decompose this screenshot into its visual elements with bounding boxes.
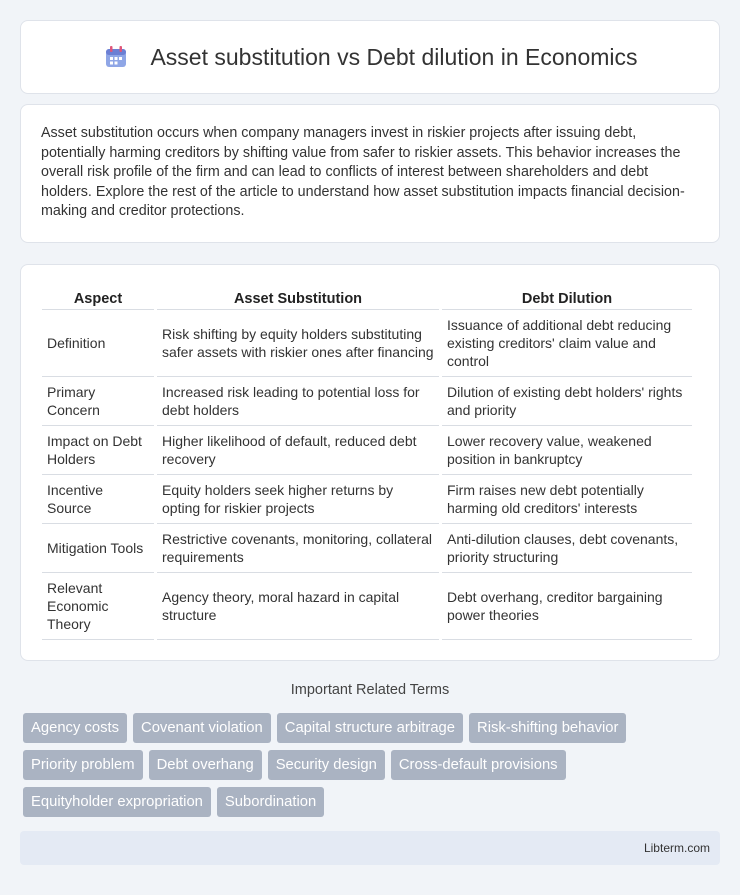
- asset-cell: Equity holders seek higher returns by opting for riskier projects: [157, 475, 439, 524]
- related-term-tag[interactable]: Subordination: [217, 787, 324, 817]
- debt-cell: Debt overhang, creditor bargaining power theories: [442, 573, 692, 640]
- related-term-tag[interactable]: Debt overhang: [149, 750, 262, 780]
- aspect-cell: Mitigation Tools: [42, 524, 154, 573]
- debt-cell: Dilution of existing debt holders' rights and priority: [442, 377, 692, 426]
- related-terms-title: Important Related Terms: [290, 682, 450, 698]
- related-term-tag[interactable]: Capital structure arbitrage: [277, 713, 463, 743]
- asset-cell: Agency theory, moral hazard in capital structure: [157, 573, 439, 640]
- comparison-table: [39, 285, 695, 640]
- header-aspect: Aspect: [42, 285, 154, 310]
- debt-cell: Anti-dilution clauses, debt covenants, priority structuring: [442, 524, 692, 573]
- comparison-card: [20, 264, 720, 661]
- aspect-cell: Primary Concern: [42, 377, 154, 426]
- intro-card: [20, 104, 720, 243]
- related-term-tag[interactable]: Covenant violation: [133, 713, 271, 743]
- asset-cell: Increased risk leading to potential loss for debt holders: [157, 377, 439, 426]
- related-term-tag[interactable]: Agency costs: [23, 713, 127, 743]
- aspect-cell: Impact on Debt Holders: [42, 426, 154, 475]
- table-row: [42, 377, 692, 426]
- footer-site-link[interactable]: Libterm.com: [643, 841, 710, 855]
- related-term-tag[interactable]: Equityholder expropriation: [23, 787, 211, 817]
- related-term-tag[interactable]: Cross-default provisions: [391, 750, 566, 780]
- asset-cell: Restrictive covenants, monitoring, collateral requirements: [157, 524, 439, 573]
- table-row: [42, 426, 692, 475]
- table-row: [42, 310, 692, 377]
- page-title: Asset substitution vs Debt dilution in Economics: [150, 43, 638, 70]
- table-row: [42, 524, 692, 573]
- aspect-cell: Definition: [42, 310, 154, 377]
- intro-paragraph: Asset substitution occurs when company managers invest in riskier projects after issuing debt, potentially harming creditors by shifting value from safer to riskier assets. This behavior increases the overall risk profile of the firm and can lead to conflicts of interest between shareholders and debt holders. Explore the rest of the article to understand how asset substitution impacts financial decision-making and creditor protections.: [41, 125, 685, 219]
- debt-cell: Firm raises new debt potentially harming old creditors' interests: [442, 475, 692, 524]
- asset-cell: Higher likelihood of default, reduced debt recovery: [157, 426, 439, 475]
- related-term-tag[interactable]: Priority problem: [23, 750, 143, 780]
- footer: [20, 831, 720, 865]
- asset-cell: Risk shifting by equity holders substituting safer assets with riskier ones after financing: [157, 310, 439, 377]
- table-row: [42, 475, 692, 524]
- table-row: [42, 573, 692, 640]
- related-term-tag[interactable]: Security design: [268, 750, 385, 780]
- aspect-cell: Incentive Source: [42, 475, 154, 524]
- debt-cell: Lower recovery value, weakened position in bankruptcy: [442, 426, 692, 475]
- header-debt-dilution: Debt Dilution: [442, 285, 692, 310]
- calendar-icon: [102, 43, 130, 71]
- related-terms-list: [23, 713, 723, 817]
- header-asset-substitution: Asset Substitution: [157, 285, 439, 310]
- related-term-tag[interactable]: Risk-shifting behavior: [469, 713, 626, 743]
- aspect-cell: Relevant Economic Theory: [42, 573, 154, 640]
- debt-cell: Issuance of additional debt reducing existing creditors' claim value and control: [442, 310, 692, 377]
- title-card: [20, 20, 720, 94]
- table-header-row: [42, 285, 692, 310]
